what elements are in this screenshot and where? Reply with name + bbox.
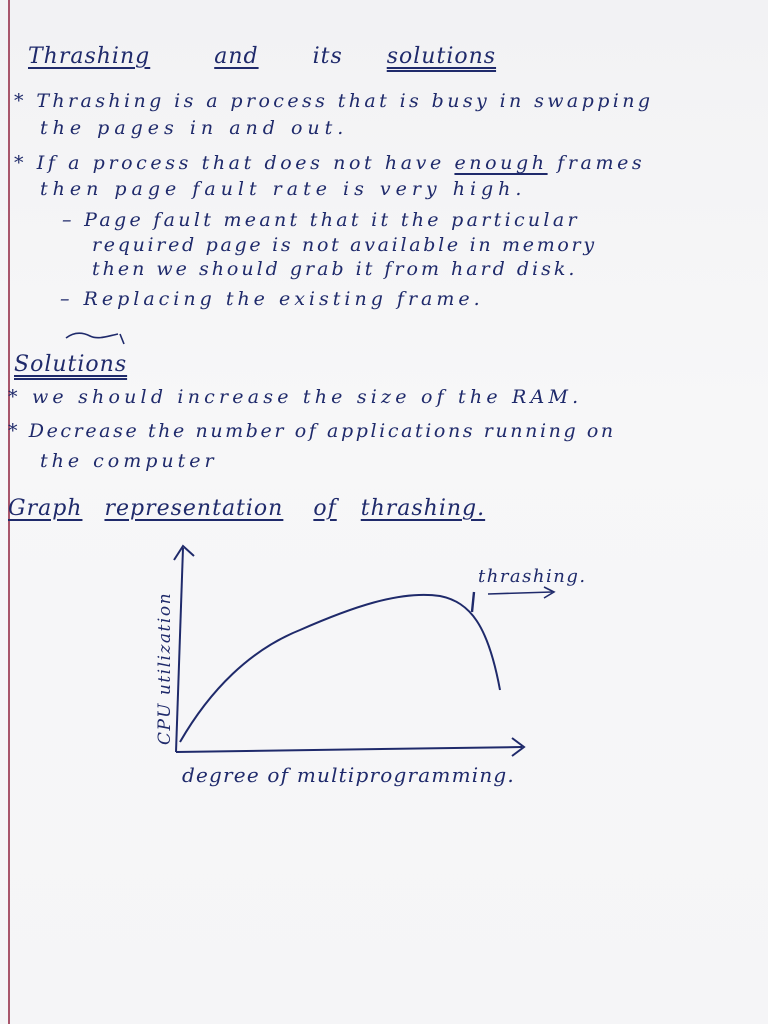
point-two-suffix: frames bbox=[557, 152, 646, 174]
y-axis bbox=[176, 548, 183, 752]
definition-line-1: * Thrashing is a process that is busy in swapping bbox=[14, 90, 654, 112]
graph-heading-thrashing: thrashing. bbox=[360, 496, 486, 521]
utilization-curve bbox=[180, 595, 500, 742]
subpoint-one-line-3: then we should grab it from hard disk. bbox=[92, 258, 578, 280]
x-axis bbox=[176, 747, 522, 752]
solution-item-2-line-2: the computer bbox=[40, 450, 218, 472]
thrashing-arrow bbox=[488, 592, 552, 594]
subpoint-one-line-1: – Page fault meant that it the particular bbox=[62, 209, 580, 231]
title-word-thrashing: Thrashing bbox=[28, 44, 151, 69]
thrashing-marker bbox=[472, 592, 474, 612]
y-axis-arrowhead bbox=[174, 546, 194, 560]
title-word-and: and bbox=[214, 44, 259, 69]
point-two-enough: enough bbox=[454, 152, 548, 174]
thrashing-annotation: thrashing. bbox=[478, 566, 587, 587]
subpoint-two: – Replacing the existing frame. bbox=[60, 288, 484, 310]
y-axis-label: CPU utilization bbox=[155, 591, 175, 745]
title-word-its: its bbox=[312, 44, 343, 69]
point-two-line-2: then page fault rate is very high. bbox=[40, 178, 527, 200]
x-axis-label: degree of multiprogramming. bbox=[182, 763, 515, 787]
point-two-prefix: * If a process that does not have bbox=[14, 152, 445, 174]
graph-heading-of: of bbox=[313, 496, 337, 521]
definition-line-2: the pages in and out. bbox=[40, 117, 349, 139]
solution-item-2-line-1: * Decrease the number of applications running on bbox=[8, 420, 616, 442]
solution-item-1: * we should increase the size of the RAM. bbox=[8, 386, 583, 408]
subpoint-one-line-2: required page is not available in memory bbox=[92, 234, 597, 256]
graph-heading-representation: representation bbox=[104, 496, 284, 521]
graph-heading-graph: Graph bbox=[8, 496, 83, 521]
title-word-solutions: solutions bbox=[386, 44, 497, 69]
solutions-heading: Solutions bbox=[14, 352, 128, 377]
